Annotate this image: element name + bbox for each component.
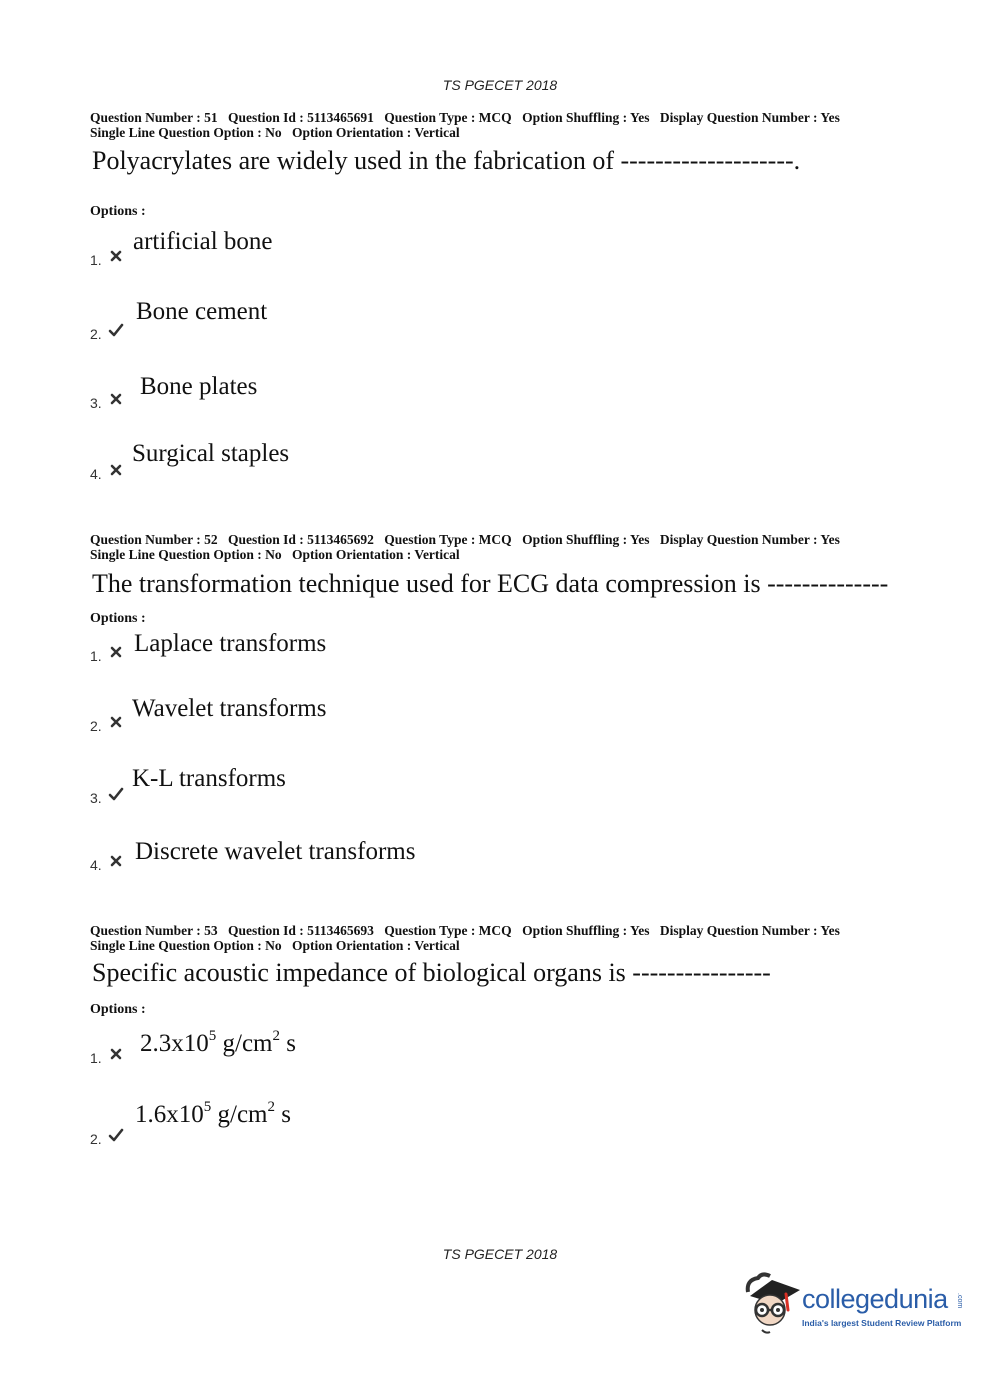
footer-title: TS PGECET 2018 (442, 1246, 558, 1262)
meta-line-1 (90, 923, 970, 938)
option-text (135, 1098, 291, 1129)
options-label: Options : (90, 611, 146, 626)
option-number: 4. (90, 857, 102, 873)
cross-icon (108, 248, 124, 264)
option-text-unit: g/cm (211, 1101, 268, 1128)
option-text: Surgical staples (132, 440, 290, 467)
option-text: Wavelet transforms (132, 695, 327, 722)
cross-icon (108, 714, 124, 730)
question-meta (90, 923, 970, 953)
option-text: Bone plates (140, 373, 258, 400)
header-title: TS PGECET 2018 (442, 77, 558, 93)
option-item (0, 1098, 600, 1147)
meta-single-line: Single Line Question Option : No (90, 547, 282, 562)
meta-question-type: Question Type : MCQ (384, 532, 512, 547)
mascot-icon (742, 1270, 802, 1336)
meta-line-1 (90, 532, 970, 547)
question-meta (90, 532, 970, 562)
meta-orientation: Option Orientation : Vertical (292, 125, 460, 140)
option-item (0, 298, 600, 342)
meta-question-id: Question Id : 5113465691 (228, 110, 374, 125)
option-number: 3. (90, 790, 102, 806)
meta-question-number: Question Number : 52 (90, 532, 218, 547)
meta-display-number: Display Question Number : Yes (659, 532, 840, 547)
meta-question-type: Question Type : MCQ (384, 923, 512, 938)
option-text-mantissa: 1.6x10 (135, 1101, 204, 1128)
option-text-tail: s (280, 1030, 296, 1057)
cross-icon (108, 644, 124, 660)
option-number: 1. (90, 648, 102, 664)
meta-line-1 (90, 110, 970, 125)
option-text-exponent: 5 (203, 1098, 212, 1115)
meta-line-2 (90, 125, 970, 140)
option-text: Bone cement (136, 298, 268, 325)
logo-suffix: .com (956, 1293, 963, 1309)
collegedunia-logo (742, 1268, 972, 1338)
option-text (140, 1027, 296, 1058)
meta-display-number: Display Question Number : Yes (659, 923, 840, 938)
meta-single-line: Single Line Question Option : No (90, 938, 282, 953)
option-item (0, 228, 600, 268)
logo-tagline: India's largest Student Review Platform (802, 1318, 962, 1328)
option-number: 4. (90, 466, 102, 482)
option-text-mantissa: 2.3x10 (140, 1030, 209, 1057)
meta-line-2 (90, 938, 970, 953)
cross-icon (108, 853, 124, 869)
logo-wordmark: collegedunia (802, 1284, 948, 1314)
option-number: 2. (90, 718, 102, 734)
meta-question-id: Question Id : 5113465692 (228, 532, 374, 547)
check-icon (108, 322, 124, 338)
option-number: 2. (90, 326, 102, 342)
meta-option-shuffling: Option Shuffling : Yes (522, 923, 650, 938)
option-item (0, 765, 600, 805)
option-number: 1. (90, 1050, 102, 1066)
meta-option-shuffling: Option Shuffling : Yes (522, 532, 650, 547)
options-label: Options : (90, 204, 146, 219)
option-text-unit-exponent: 2 (272, 1027, 280, 1044)
option-text: Laplace transforms (134, 630, 327, 657)
option-text-exponent: 5 (208, 1027, 217, 1044)
meta-question-number: Question Number : 53 (90, 923, 218, 938)
option-item (0, 440, 600, 480)
meta-display-number: Display Question Number : Yes (659, 110, 840, 125)
option-text-unit-exponent: 2 (267, 1098, 275, 1115)
option-item (0, 1027, 600, 1070)
options-label: Options : (90, 1002, 146, 1017)
question-stem: Specific acoustic impedance of biological organs is ---------------- (92, 958, 771, 987)
cross-icon (108, 1046, 124, 1062)
question-stem: The transformation technique used for ECG data compression is -------------- (92, 569, 889, 598)
option-text: K-L transforms (132, 765, 286, 792)
option-text-unit: g/cm (216, 1030, 273, 1057)
cross-icon (108, 462, 124, 478)
meta-option-shuffling: Option Shuffling : Yes (522, 110, 650, 125)
meta-orientation: Option Orientation : Vertical (292, 938, 460, 953)
question-meta (90, 110, 970, 140)
check-icon (108, 786, 124, 802)
option-text: artificial bone (133, 228, 273, 255)
option-text-tail: s (275, 1101, 291, 1128)
meta-single-line: Single Line Question Option : No (90, 125, 282, 140)
meta-orientation: Option Orientation : Vertical (292, 547, 460, 562)
option-item (0, 695, 600, 735)
question-stem: Polyacrylates are widely used in the fabrication of --------------------. (92, 146, 801, 175)
check-icon (108, 1127, 124, 1143)
meta-question-type: Question Type : MCQ (384, 110, 512, 125)
option-item (0, 630, 600, 670)
meta-question-id: Question Id : 5113465693 (228, 923, 374, 938)
option-number: 2. (90, 1131, 102, 1147)
cross-icon (108, 391, 124, 407)
meta-question-number: Question Number : 51 (90, 110, 218, 125)
meta-line-2 (90, 547, 970, 562)
option-item (0, 373, 600, 413)
option-item (0, 838, 600, 878)
option-number: 3. (90, 395, 102, 411)
option-number: 1. (90, 252, 102, 268)
option-text: Discrete wavelet transforms (135, 838, 416, 865)
